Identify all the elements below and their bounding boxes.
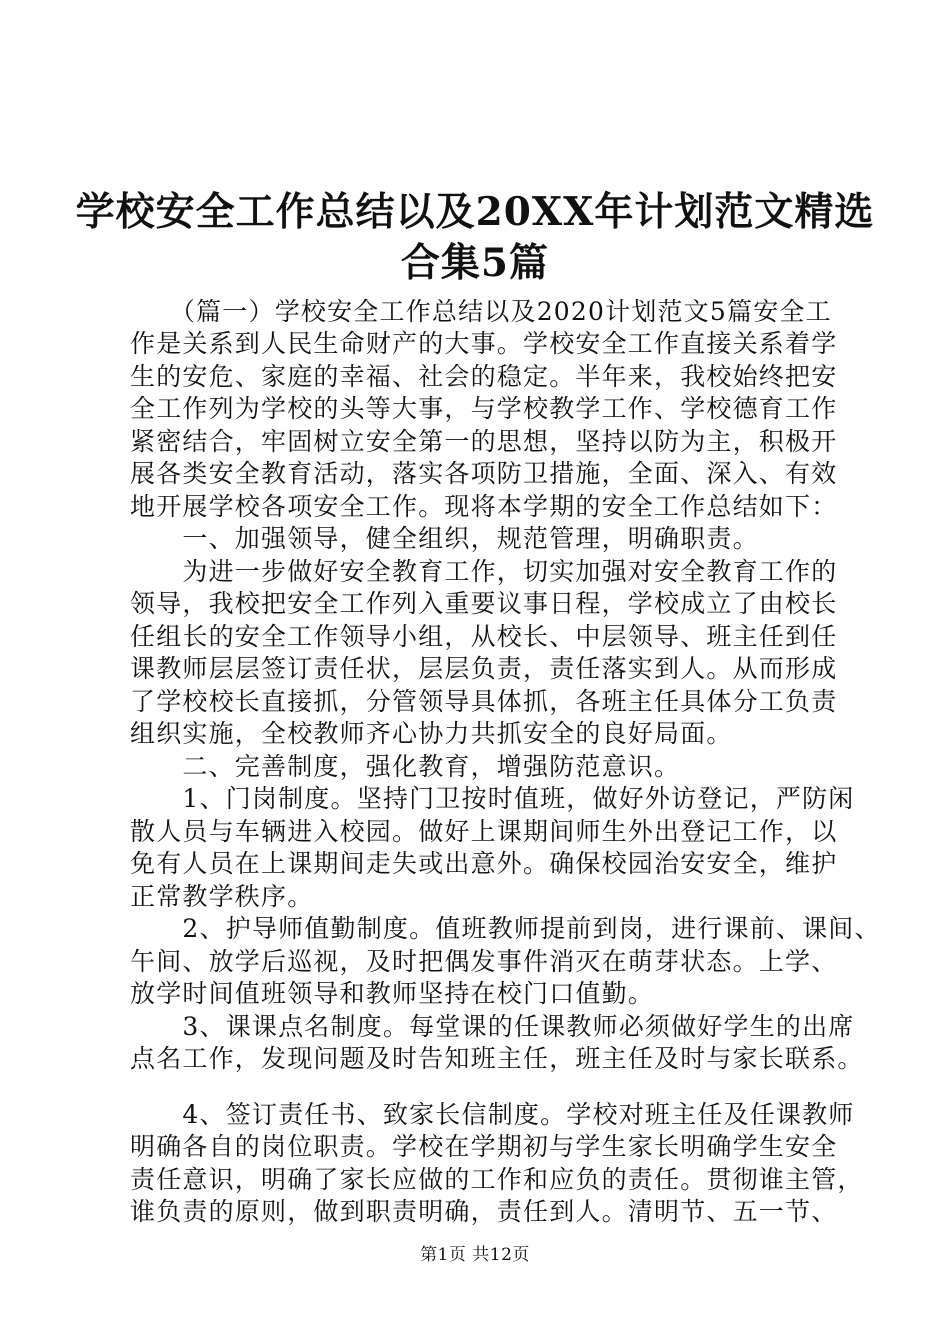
body-line: （篇一）学校安全工作总结以及2020计划范文5篇安全工 (130, 297, 832, 326)
body-line: 组织实施，全校教师齐心协力共抓安全的良好局面。 (130, 719, 733, 749)
body-line: 责任意识，明确了家长应做的工作和应负的责任。贯彻谁主管， (130, 1164, 864, 1194)
body-line: 放学时间值班领导和教师坚持在校门口值勤。 (130, 979, 655, 1009)
body-line: 谁负责的原则，做到职责明确，责任到人。清明节、五一节、 (130, 1197, 838, 1227)
document-title-line1: 学校安全工作总结以及20XX年计划范文精选 (75, 189, 875, 235)
body-line: 1、门岗制度。坚持门卫按时值班，做好外访登记，严防闲 (130, 784, 855, 814)
body-line: 任组长的安全工作领导小组，从校长、中层领导、班主任到任 (130, 621, 838, 651)
body-line: 散人员与车辆进入校园。做好上课期间师生外出登记工作，以 (130, 816, 838, 846)
body-line: 为进一步做好安全教育工作，切实加强对安全教育工作的 (130, 556, 838, 586)
body-line: 3、课课点名制度。每堂课的任课教师必须做好学生的出席 (130, 1011, 855, 1041)
body-line: 了学校校长直接抓，分管领导具体抓，各班主任具体分工负责 (130, 686, 838, 716)
body-line: 点名工作，发现问题及时告知班主任，班主任及时与家长联系。 (130, 1044, 864, 1074)
body-line: 展各类安全教育活动，落实各项防卫措施，全面、深入、有效 (130, 459, 838, 489)
body-line: 生的安危、家庭的幸福、社会的稳定。半年来，我校始终把安 (130, 361, 838, 391)
body-line: 领导，我校把安全工作列入重要议事日程，学校成立了由校长 (130, 589, 838, 619)
body-line: 全工作列为学校的头等大事，与学校教学工作、学校德育工作 (130, 394, 838, 424)
document-title-line2: 合集5篇 (400, 240, 550, 286)
body-line: 紧密结合，牢固树立安全第一的思想，坚持以防为主，积极开 (130, 426, 838, 456)
body-line: 4、签订责任书、致家长信制度。学校对班主任及任课教师 (130, 1099, 855, 1129)
body-line: 免有人员在上课期间走失或出意外。确保校园治安安全，维护 (130, 849, 838, 879)
body-line: 2、护导师值勤制度。值班教师提前到岗，进行课前、课间、 (130, 914, 881, 944)
section-heading: 一、加强领导，健全组织，规范管理，明确职责。 (130, 524, 759, 554)
body-line: 明确各自的岗位职责。学校在学期初与学生家长明确学生安全 (130, 1132, 838, 1162)
body-line: 课教师层层签订责任状，层层负责，责任落实到人。从而形成 (130, 654, 838, 684)
body-line: 地开展学校各项安全工作。现将本学期的安全工作总结如下： (130, 491, 838, 521)
page-footer: 第1页 共12页 (420, 1245, 530, 1265)
section-heading: 二、完善制度，强化教育，增强防范意识。 (130, 751, 681, 781)
body-line: 午间、放学后巡视，及时把偶发事件消灭在萌芽状态。上学、 (130, 946, 838, 976)
body-line: 作是关系到人民生命财产的大事。学校安全工作直接关系着学 (130, 329, 838, 359)
body-line: 正常教学秩序。 (130, 881, 314, 911)
